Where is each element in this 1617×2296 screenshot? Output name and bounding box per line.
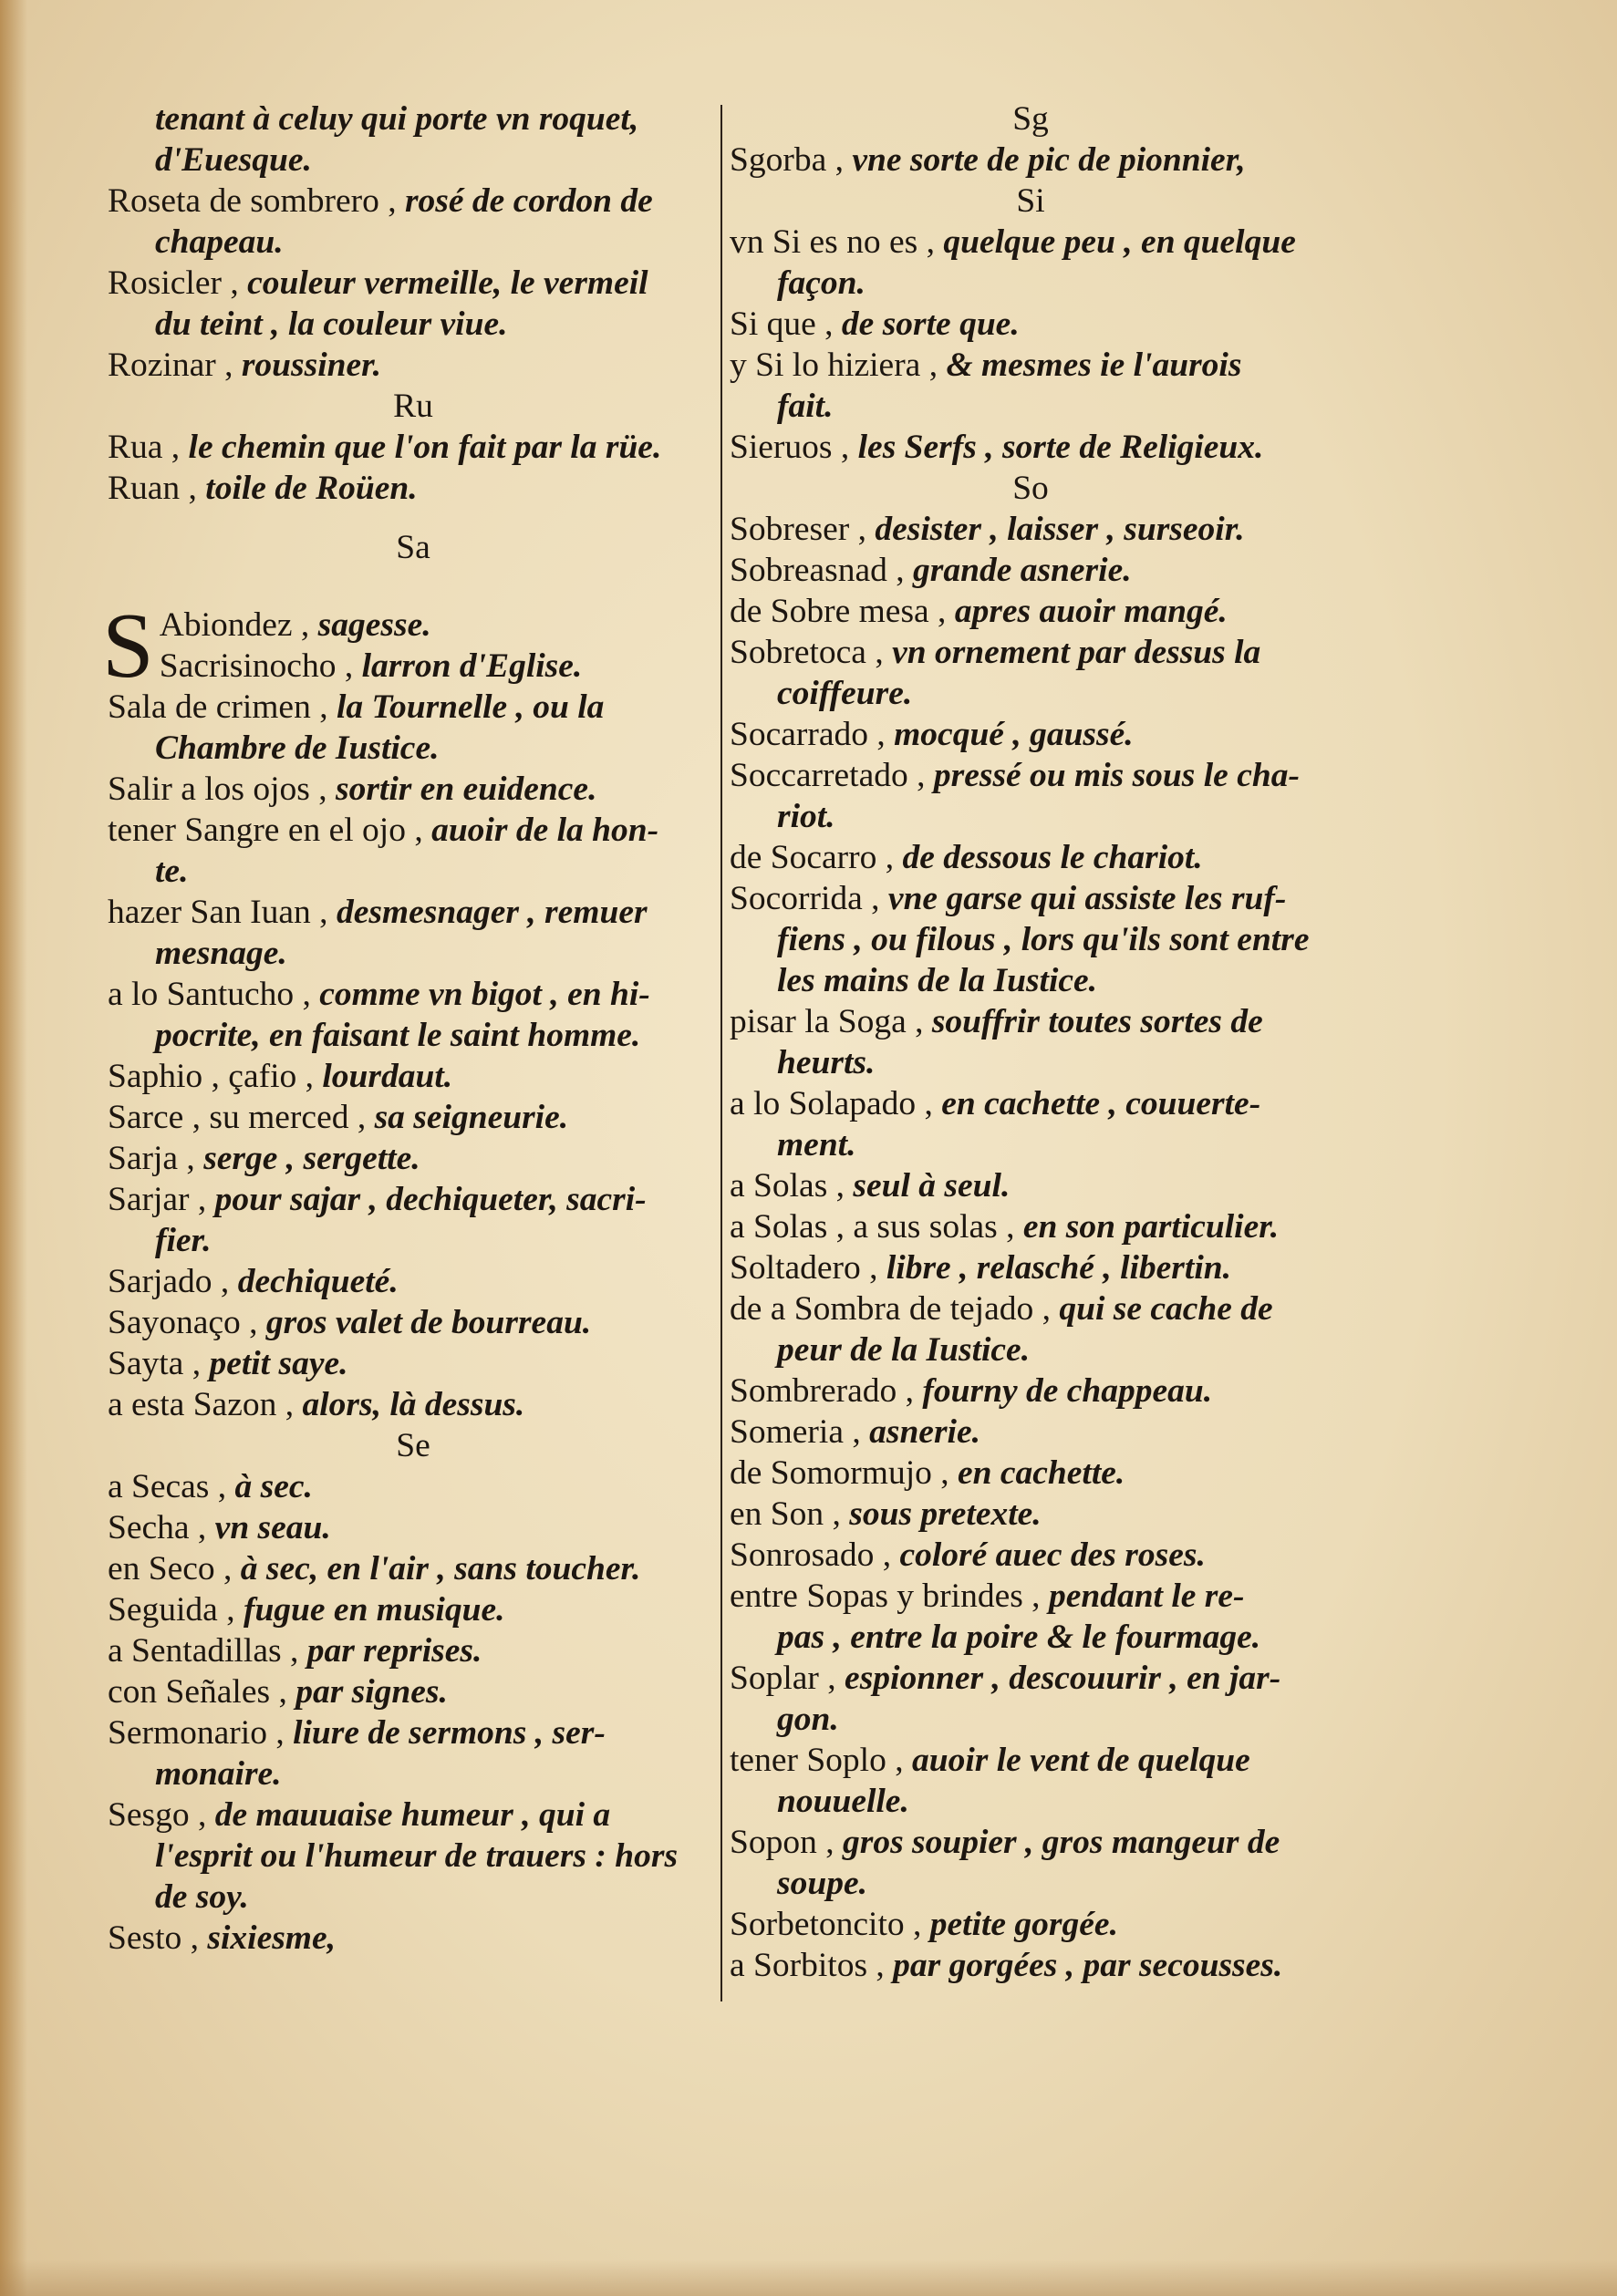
entry-definition: auoir le vent de quelque: [911, 1742, 1250, 1779]
entry-headword: a Solas ,: [730, 1167, 845, 1205]
entry-definition: en son particulier.: [1022, 1208, 1280, 1246]
dictionary-entry: [108, 1507, 719, 1548]
dictionary-entry: [108, 1671, 719, 1712]
entry-definition: auoir de la hon-: [431, 812, 659, 849]
dictionary-entry: [108, 687, 719, 728]
entry-definition: la Tournelle , ou la: [336, 688, 605, 726]
entry-headword: Sarce , su merced ,: [108, 1099, 367, 1136]
dictionary-entry: [730, 1740, 1332, 1781]
entry-headword: a esta Sazon ,: [108, 1386, 295, 1423]
dictionary-entry: [730, 427, 1332, 468]
entry-continuation-line: [730, 1781, 1332, 1822]
dictionary-entry: [730, 509, 1332, 550]
entry-headword: Sayta ,: [108, 1345, 202, 1382]
dictionary-entry: [730, 1412, 1332, 1453]
entry-definition: sous pretexte.: [849, 1495, 1042, 1533]
entry-definition: desmesnager , remuer: [336, 894, 648, 931]
entry-headword: Soccarretado ,: [730, 757, 926, 794]
entry-definition: te.: [155, 853, 189, 890]
entry-definition: gon.: [777, 1701, 839, 1738]
entry-definition: les mains de la Iustice.: [777, 962, 1098, 999]
entry-headword: hazer San Iuan ,: [108, 894, 328, 931]
dictionary-entry: [730, 140, 1332, 181]
dictionary-entry: [730, 304, 1332, 345]
dictionary-entry: [108, 1261, 719, 1302]
entry-definition: libre , relasché , libertin.: [886, 1249, 1231, 1287]
entry-definition: en cachette , couuerte-: [941, 1085, 1261, 1122]
entry-definition: mesnage.: [155, 935, 287, 972]
entry-definition: sa seigneurie.: [374, 1099, 569, 1136]
entry-definition: façon.: [777, 264, 866, 302]
entry-headword: vn Si es no es ,: [730, 223, 935, 261]
entry-definition: comme vn bigot , en hi-: [319, 976, 650, 1013]
entry-continuation-line: [730, 1042, 1332, 1083]
dictionary-entry: [730, 1494, 1332, 1535]
section-header-so: So: [1012, 470, 1049, 507]
entry-headword: Si que ,: [730, 305, 834, 343]
entry-definition: Chambre de Iustice.: [155, 729, 440, 767]
entry-definition: fourny de chappeau.: [922, 1372, 1213, 1410]
entry-headword: a Secas ,: [108, 1468, 227, 1505]
entry-headword: Sesgo ,: [108, 1796, 207, 1834]
entry-headword: a Sorbitos ,: [730, 1947, 885, 1984]
entry-continuation-line: [108, 1220, 719, 1261]
dictionary-entry: [108, 468, 719, 509]
entry-definition: à sec.: [234, 1468, 313, 1505]
dictionary-entry: [108, 1056, 719, 1097]
entry-definition: vne garse qui assiste les ruf-: [887, 880, 1287, 917]
entry-continuation-line: [730, 1863, 1332, 1904]
entry-definition: du teint , la couleur viue.: [155, 305, 508, 343]
entry-headword: Sonrosado ,: [730, 1536, 892, 1574]
dictionary-entry: [730, 1288, 1332, 1329]
entry-continuation-line: [730, 1124, 1332, 1165]
entry-definition: seul à seul.: [853, 1167, 1011, 1205]
entry-continuation-line: [730, 386, 1332, 427]
entry-definition: sortir en euidence.: [336, 771, 597, 808]
entry-definition: pas , entre la poire & le fourmage.: [777, 1619, 1261, 1656]
dictionary-entry: [108, 1302, 719, 1343]
section-header-ru: Ru: [393, 388, 433, 425]
entry-continuation-line: [730, 919, 1332, 960]
entry-headword: entre Sopas y brindes ,: [730, 1577, 1041, 1615]
entry-definition: roussiner.: [241, 346, 382, 384]
dictionary-entry: [730, 550, 1332, 591]
entry-definition: en cachette.: [958, 1454, 1125, 1492]
entry-definition: gros soupier , gros mangeur de: [842, 1824, 1280, 1861]
entry-definition: toile de Roüen.: [205, 470, 418, 507]
dictionary-entry: [108, 1712, 719, 1753]
entry-continuation-line: [108, 728, 719, 769]
entry-definition: fait.: [777, 388, 834, 425]
entry-definition: riot.: [777, 798, 835, 835]
entry-headword: Sesto ,: [108, 1919, 200, 1957]
entry-definition: qui se cache de: [1059, 1290, 1273, 1328]
entry-definition: dechiqueté.: [237, 1263, 399, 1300]
entry-definition: petit saye.: [209, 1345, 348, 1382]
entry-continuation-line: [108, 851, 719, 892]
entry-definition: le chemin que l'on fait par la rüe.: [188, 429, 662, 466]
entry-headword: Seguida ,: [108, 1591, 235, 1629]
entry-continuation-line: [108, 933, 719, 974]
dictionary-entry: [108, 1794, 719, 1836]
entry-definition: par gorgées , par secousses.: [893, 1947, 1283, 1984]
dictionary-entry: [730, 837, 1332, 878]
entry-definition: d'Euesque.: [155, 141, 312, 179]
entry-headword: Abiondez ,: [159, 606, 310, 644]
entry-definition: de dessous le chariot.: [902, 839, 1203, 876]
entry-definition: quelque peu , en quelque: [943, 223, 1296, 261]
entry-definition: apres auoir mangé.: [954, 593, 1228, 630]
entry-headword: de Sobre mesa ,: [730, 593, 947, 630]
section-header-sg: Sg: [1012, 100, 1049, 138]
dictionary-entry: [730, 755, 1332, 796]
entry-continuation-line: [730, 263, 1332, 304]
entry-headword: Sombrerado ,: [730, 1372, 915, 1410]
entry-continuation-line: [108, 1836, 719, 1877]
entry-definition: petite gorgée.: [929, 1906, 1118, 1943]
entry-headword: a lo Solapado ,: [730, 1085, 933, 1122]
entry-definition: tenant à celuy qui porte vn roquet,: [155, 100, 639, 138]
dictionary-entry: [730, 345, 1332, 386]
entry-definition: asnerie.: [869, 1413, 980, 1451]
entry-headword: Sgorba ,: [730, 141, 844, 179]
entry-definition: espionner , descouurir , en jar-: [845, 1660, 1281, 1697]
dictionary-entry: [730, 1206, 1332, 1247]
entry-headword: a lo Santucho ,: [108, 976, 311, 1013]
entry-headword: Someria ,: [730, 1413, 861, 1451]
entry-definition: ment.: [777, 1126, 856, 1164]
section-header-si: Si: [1016, 182, 1045, 220]
entry-headword: Sala de crimen ,: [108, 688, 328, 726]
dictionary-entry: [108, 646, 719, 687]
entry-definition: sixiesme,: [207, 1919, 336, 1957]
entry-continuation-line: [108, 140, 719, 181]
right-column: [730, 98, 1332, 1986]
entry-headword: Sayonaço ,: [108, 1304, 258, 1341]
entry-definition: liure de sermons , ser-: [293, 1714, 606, 1752]
dictionary-entry: [730, 1370, 1332, 1412]
entry-definition: vn seau.: [214, 1509, 331, 1546]
entry-headword: tener Sangre en el ojo ,: [108, 812, 423, 849]
dictionary-entry: [108, 1630, 719, 1671]
dictionary-entry: [730, 1083, 1332, 1124]
entry-headword: tener Soplo ,: [730, 1742, 904, 1779]
entry-headword: Roseta de sombrero ,: [108, 182, 397, 220]
entry-continuation-line: [108, 1015, 719, 1056]
entry-definition: fier.: [155, 1222, 212, 1259]
dictionary-entry: [730, 714, 1332, 755]
entry-definition: fiens , ou filous , lors qu'ils sont entre: [777, 921, 1310, 958]
entry-continuation-line: [108, 1753, 719, 1794]
entry-definition: heurts.: [777, 1044, 876, 1081]
entry-definition: vn ornement par dessus la: [892, 634, 1261, 671]
drop-cap-letter: S: [102, 595, 154, 698]
entry-continuation-line: [108, 304, 719, 345]
entry-definition: desister , laisser , surseoir.: [875, 511, 1245, 548]
dictionary-entry: [108, 769, 719, 810]
entry-definition: à sec, en l'air , sans toucher.: [240, 1550, 641, 1588]
entry-definition: grande asnerie.: [913, 552, 1132, 589]
entry-headword: Sopon ,: [730, 1824, 834, 1861]
entry-definition: pour sajar , dechiqueter, sacri-: [214, 1181, 647, 1218]
dictionary-entry: [108, 345, 719, 386]
entry-definition: sagesse.: [317, 606, 431, 644]
left-column: [102, 98, 719, 1959]
entry-headword: en Son ,: [730, 1495, 841, 1533]
entry-headword: Secha ,: [108, 1509, 207, 1546]
entry-definition: par reprises.: [306, 1632, 482, 1670]
dictionary-entry: [730, 1535, 1332, 1576]
dictionary-entry: [730, 1576, 1332, 1617]
entry-definition: l'esprit ou l'humeur de trauers : hors: [155, 1837, 679, 1875]
dictionary-entry: [108, 1589, 719, 1630]
entry-headword: a Solas , a sus solas ,: [730, 1208, 1015, 1246]
entry-definition: serge , sergette.: [203, 1140, 420, 1177]
dictionary-entry: [108, 1097, 719, 1138]
entry-definition: mocqué , gaussé.: [894, 716, 1134, 753]
drop-cap-block: [102, 595, 719, 698]
entry-headword: Socorrida ,: [730, 880, 880, 917]
dictionary-entry: [730, 1001, 1332, 1042]
entry-definition: rosé de cordon de: [404, 182, 653, 220]
dictionary-entry: [730, 632, 1332, 673]
entry-headword: Sobretoca ,: [730, 634, 884, 671]
entry-headword: en Seco ,: [108, 1550, 233, 1588]
entry-continuation-line: [108, 222, 719, 263]
entry-headword: Sermonario ,: [108, 1714, 285, 1752]
entry-headword: Rozinar ,: [108, 346, 233, 384]
entry-headword: Ruan ,: [108, 470, 197, 507]
entry-definition: pendant le re-: [1048, 1577, 1245, 1615]
entry-continuation-line: [730, 796, 1332, 837]
entry-headword: Sobreasnad ,: [730, 552, 905, 589]
dictionary-entry: [108, 1179, 719, 1220]
entry-definition: pressé ou mis sous le cha-: [933, 757, 1300, 794]
entry-headword: Salir a los ojos ,: [108, 771, 327, 808]
section-header-se: Se: [396, 1427, 430, 1464]
entry-definition: soupe.: [777, 1865, 867, 1902]
entry-headword: Sarjar ,: [108, 1181, 207, 1218]
column-divider: [720, 105, 722, 2001]
entry-continuation-line: [730, 673, 1332, 714]
dictionary-entry: [108, 1466, 719, 1507]
dictionary-entry: [730, 222, 1332, 263]
dictionary-entry: [730, 1453, 1332, 1494]
entry-definition: couleur vermeille, le vermeil: [247, 264, 648, 302]
dictionary-entry: [730, 1822, 1332, 1863]
entry-definition: peur de la Iustice.: [777, 1331, 1031, 1369]
dictionary-entry: [730, 1165, 1332, 1206]
dictionary-entry: [730, 1658, 1332, 1699]
entry-definition: coiffeure.: [777, 675, 913, 712]
dictionary-entry: [108, 1918, 719, 1959]
dictionary-entry: [108, 810, 719, 851]
entry-headword: de Socarro ,: [730, 839, 895, 876]
entry-definition: par signes.: [295, 1673, 448, 1711]
entry-definition: monaire.: [155, 1755, 282, 1793]
entry-headword: Sarja ,: [108, 1140, 195, 1177]
entry-continuation-line: [108, 98, 719, 140]
entry-headword: Sobreser ,: [730, 511, 866, 548]
entry-headword: Sarjado ,: [108, 1263, 230, 1300]
dictionary-entry: [108, 1343, 719, 1384]
entry-definition: les Serfs , sorte de Religieux.: [857, 429, 1264, 466]
entry-headword: de a Sombra de tejado ,: [730, 1290, 1051, 1328]
entry-definition: lourdaut.: [322, 1058, 453, 1095]
entry-definition: pocrite, en faisant le saint homme.: [155, 1017, 641, 1054]
entry-definition: coloré auec des roses.: [899, 1536, 1206, 1574]
dictionary-entry: [108, 263, 719, 304]
entry-headword: Saphio , çafio ,: [108, 1058, 314, 1095]
entry-headword: pisar la Soga ,: [730, 1003, 924, 1040]
dictionary-entry: [108, 892, 719, 933]
dictionary-entry: [730, 878, 1332, 919]
entry-headword: de Somormujo ,: [730, 1454, 949, 1492]
entry-continuation-line: [730, 1699, 1332, 1740]
entry-definition: de soy.: [155, 1878, 249, 1916]
dictionary-entry: [108, 974, 719, 1015]
dictionary-entry: [730, 1247, 1332, 1288]
entry-definition: gros valet de bourreau.: [265, 1304, 592, 1341]
dictionary-entry: [108, 1384, 719, 1425]
entry-continuation-line: [730, 1617, 1332, 1658]
entry-definition: nouuelle.: [777, 1783, 909, 1820]
entry-continuation-line: [730, 1329, 1332, 1370]
entry-definition: & mesmes ie l'aurois: [946, 346, 1242, 384]
dictionary-entry: [108, 181, 719, 222]
dictionary-entry: [108, 1548, 719, 1589]
entry-headword: a Sentadillas ,: [108, 1632, 299, 1670]
entry-headword: Sacrisinocho ,: [159, 647, 354, 685]
entry-headword: Sorbetoncito ,: [730, 1906, 922, 1943]
dictionary-entry: [730, 591, 1332, 632]
entry-headword: Soltadero ,: [730, 1249, 878, 1287]
entry-continuation-line: [730, 960, 1332, 1001]
dictionary-entry: [730, 1945, 1332, 1986]
entry-headword: Rua ,: [108, 429, 181, 466]
entry-definition: souffrir toutes sortes de: [931, 1003, 1263, 1040]
entry-headword: Socarrado ,: [730, 716, 886, 753]
dictionary-entry: [108, 605, 719, 646]
entry-definition: larron d'Eglise.: [361, 647, 583, 685]
entry-headword: con Señales ,: [108, 1673, 287, 1711]
entry-definition: chapeau.: [155, 223, 284, 261]
dictionary-entry: [108, 1138, 719, 1179]
entry-definition: de sorte que.: [841, 305, 1020, 343]
entry-definition: de mauuaise humeur , qui a: [214, 1796, 611, 1834]
entry-headword: Rosicler ,: [108, 264, 239, 302]
section-header-sa: Sa: [396, 529, 430, 566]
entry-continuation-line: [108, 1877, 719, 1918]
entry-definition: fugue en musique.: [243, 1591, 505, 1629]
dictionary-entry: [108, 427, 719, 468]
dictionary-entry: [730, 1904, 1332, 1945]
entry-headword: Soplar ,: [730, 1660, 836, 1697]
entry-definition: alors, là dessus.: [302, 1386, 525, 1423]
entry-headword: Sieruos ,: [730, 429, 850, 466]
entry-headword: y Si lo hiziera ,: [730, 346, 938, 384]
entry-definition: vne sorte de pic de pionnier,: [852, 141, 1246, 179]
